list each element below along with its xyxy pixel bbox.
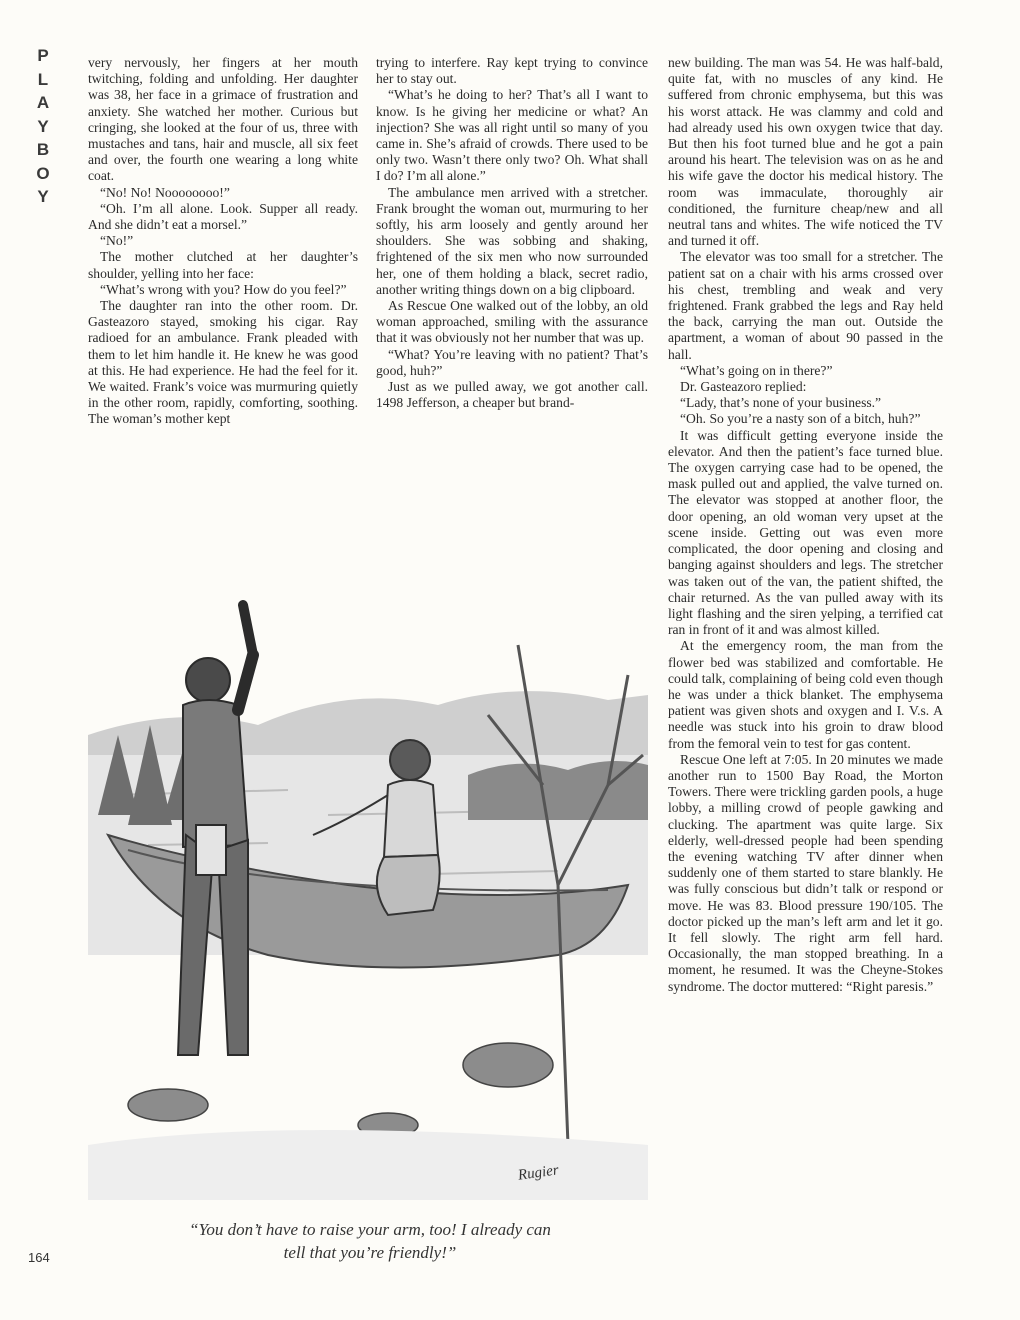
paragraph: The daughter ran into the other room. Dr. Gasteazoro stayed, smoking his cigar. Ray radioed for an ambulance. Frank pleaded with them to let him handle it. He knew he was good at this. He had experience. He had the feel for it. We waited. Frank’s voice was murmuring quietly in the other room, rapidly, comforting, soothing. The woman’s mother kept	[88, 298, 358, 427]
artist-signature: Rugier	[517, 1162, 560, 1184]
caption-line-1: “You don’t have to raise your arm, too! I already can	[189, 1220, 551, 1239]
paragraph: The ambulance men arrived with a stretcher. Frank brought the woman out, murmuring to her softly, his arm loosely and gently around her shoulders. She was sobbing and shaking, frightened of the six men who now surrounded her, one of them holding a black, secret radio, another writing things down on a big clipboard.	[376, 184, 648, 297]
masthead-letter: L	[37, 69, 49, 89]
page-number: 164	[28, 1250, 50, 1265]
masthead-letter: Y	[37, 116, 49, 136]
paragraph: “Oh. So you’re a nasty son of a bitch, huh?”	[680, 411, 921, 427]
column-1	[88, 55, 358, 428]
paragraph: Rescue One left at 7:05. In 20 minutes we made another run to 1500 Bay Road, the Morton Towers. There were trickling garden pools, a huge lobby, a milling crowd of people gawking and clucking. The apartment was quite large. Six elderly, well-dressed people had been spending the evening watching TV after dinner when suddenly one of them started to stare blankly. He was fully conscious but didn’t talk or respond or move. He was 83. Blood pressure 190/105. The doctor picked up the man’s left arm and let it go. It fell slowly. The right arm fell hard. Occasionally, the man stopped breathing. In a moment, he resumed. It was the Cheyne-Stokes syndrome. The doctor muttered: “Right paresis.”	[668, 751, 943, 994]
masthead	[30, 44, 56, 209]
paragraph: “What’s going on in there?”	[680, 362, 833, 378]
paragraph: It was difficult getting everyone inside the elevator. And then the patient’s face turned blue. The oxygen carrying case had to be opened, the mask pulled out and applied, the valve turned on. The elevator was stopped at another floor, the door opening, an old woman very upset at the scene inside. Getting out was even more complicated, the door opening and closing and banging against shoulders and legs. The stretcher was taken out of the van, the patient shifted, the chair returned. As the van pulled away with its light flashing and the siren yelping, a terrified cat ran in front of it and was almost killed.	[668, 427, 943, 638]
masthead-letter: A	[36, 93, 50, 112]
masthead-letter: P	[37, 46, 49, 65]
paragraph: “No!”	[100, 233, 134, 249]
paragraph: “What? You’re leaving with no patient? That’s good, huh?”	[376, 346, 648, 378]
paragraph: very nervously, her fingers at her mouth twitching, folding and unfolding. Her daughter was 38, her face in a grimace of frustration and anxiety. She watched her mother. Curious but cringing, she looked at the four of us, three with mustaches and tans, hair and muscle, all six feet and over, the fourth one wearing a long white coat.	[88, 55, 358, 184]
paragraph: “Oh. I’m all alone. Look. Supper all ready. And she didn’t eat a morsel.”	[88, 200, 358, 233]
paragraph: “What’s he doing to her? That’s all I want to know. Is he giving her medicine or what? An injection? She was all right until so many of you came in. She’s afraid of crowds. There used to be only two. Wasn’t there only two? Oh. What shall I do? I’m all alone.”	[376, 87, 648, 184]
paragraph: As Rescue One walked out of the lobby, an old woman approached, smiling with the assurance that it was obviously not her number that was up.	[376, 298, 648, 346]
cartoon-illustration	[88, 585, 648, 1200]
paragraph: Dr. Gasteazoro replied:	[680, 379, 807, 395]
paragraph: new building. The man was 54. He was half-bald, quite fat, with no muscles of any kind. He suffered from chronic emphysema, but this was his worst attack. He was clammy and cold and had already used his own oxygen twice that day. But then his foot turned blue and he got a pain around his heart. The television was on as he and his wife gave the doctor his medical history. The room was immaculate, thoroughly air conditioned, the furniture cheap/new and all neutral tans and whites. The wife noticed the TV and turned it off.	[668, 55, 943, 249]
cartoon-caption	[120, 1218, 620, 1264]
paragraph: “What’s wrong with you? How do you feel?”	[100, 281, 347, 297]
paragraph: The elevator was too small for a stretcher. The patient sat on a chair with his arms crossed over his chest, trembling and weak and very frightened. Frank grabbed the legs and Ray held the back, carrying the man out. Outside the apartment, a woman of about 90 passed in the hall.	[668, 249, 943, 362]
paragraph: The mother clutched at her daughter’s shoulder, yelling into her face:	[88, 249, 358, 281]
column-2	[376, 55, 648, 411]
caption-line-2: tell that you’re friendly!”	[283, 1243, 457, 1262]
paragraph: trying to interfere. Ray kept trying to convince her to stay out.	[376, 55, 648, 87]
paragraph: At the emergency room, the man from the flower bed was stabilized and comfortable. He could talk, complaining of being cold even though he was under a thick blanket. The emphysema patient was given shots and oxygen and I. V.s. A needle was stuck into his groin to draw blood from the femoral vein to test for gas content.	[668, 638, 943, 751]
masthead-letter: O	[36, 163, 50, 183]
masthead-letter: Y	[37, 187, 49, 206]
paragraph: “No! No! Noooooooo!”	[100, 184, 230, 200]
paragraph: “Lady, that’s none of your business.”	[680, 395, 882, 411]
masthead-letter: B	[36, 140, 50, 159]
paragraph: Just as we pulled away, we got another call. 1498 Jefferson, a cheaper but brand-	[376, 379, 648, 411]
column-3	[668, 55, 943, 995]
